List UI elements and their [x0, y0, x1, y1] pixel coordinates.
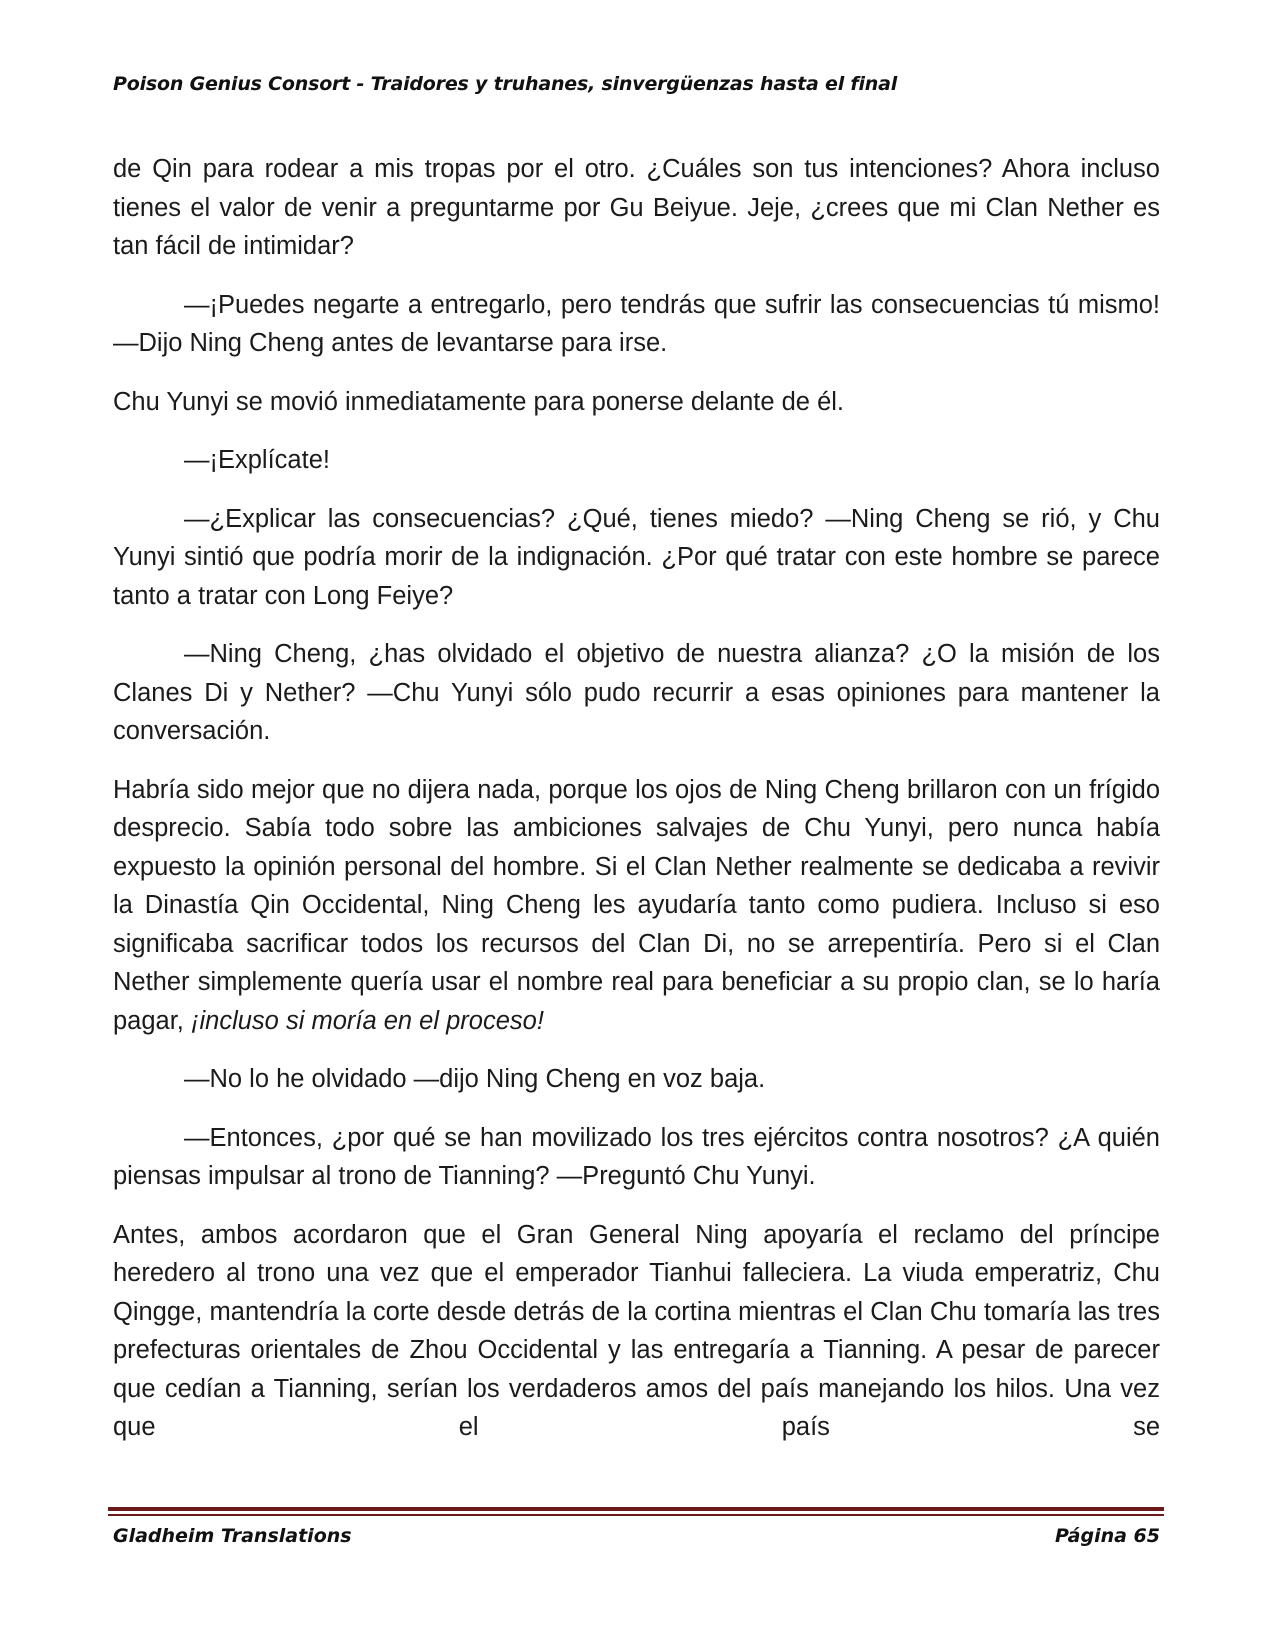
- footer-publisher: Gladheim Translations: [113, 1525, 352, 1547]
- paragraph: —¡Puedes negarte a entregarlo, pero tendrás que sufrir las consecuencias tú mismo! —Dijo Ning Cheng antes de levantarse para irse.: [113, 290, 1160, 357]
- paragraph: [113, 771, 1160, 1041]
- paragraph: —No lo he olvidado —dijo Ning Cheng en voz baja.: [184, 1065, 766, 1093]
- paragraph: Antes, ambos acordaron que el Gran General Ning apoyaría el reclamo del príncipe heredero al trono una vez que el emperador Tianhui falleciera. La viuda emperatriz, Chu Qingge, mantendría la corte desde detrás de la cortina mientras el Clan Chu tomaría las tres prefecturas orientales de Zhou Occidental y las entregaría a Tianning. A pesar de parecer que cedían a Tianning, serían los verdaderos amos del país manejando los hilos. Una vez que el país se: [113, 1220, 1160, 1441]
- running-header: Poison Genius Consort - Traidores y truhanes, sinvergüenzas hasta el final: [113, 73, 898, 95]
- paragraph: de Qin para rodear a mis tropas por el otro. ¿Cuáles son tus intenciones? Ahora incluso tienes el valor de venir a preguntarme por Gu Beiyue. Jeje, ¿crees que mi Clan Nether es tan fácil de intimidar?: [113, 155, 1160, 260]
- footer-rule-thin: [108, 1514, 1164, 1516]
- footer-rule: [108, 1507, 1164, 1511]
- paragraph: —Ning Cheng, ¿has olvidado el objetivo de nuestra alianza? ¿O la misión de los Clanes Di y Nether? —Chu Yunyi sólo pudo recurrir a esas opiniones para mantener la conversación.: [113, 640, 1160, 745]
- paragraph: —Entonces, ¿por qué se han movilizado los tres ejércitos contra nosotros? ¿A quién piensas impulsar al trono de Tianning? —Preguntó Chu Yunyi.: [113, 1123, 1160, 1190]
- emphasized-text: ¡incluso si moría en el proceso!: [191, 1006, 544, 1035]
- paragraph: —¡Explícate!: [184, 446, 330, 474]
- paragraph: —¿Explicar las consecuencias? ¿Qué, tienes miedo? —Ning Cheng se rió, y Chu Yunyi sintió que podría morir de la indignación. ¿Por qué tratar con este hombre se parece tanto a tratar con Long Feiye?: [113, 504, 1160, 610]
- paragraph-text: Habría sido mejor que no dijera nada, porque los ojos de Ning Cheng brillaron con un frígido desprecio. Sabía todo sobre las ambiciones salvajes de Chu Yunyi, pero nunca había expuesto la opinión personal del hombre. Si el Clan Nether realmente se dedicaba a revivir la Dinastía Qin Occidental, Ning Cheng les ayudaría tanto como pudiera. Incluso si eso significaba sacrificar todos los recursos del Clan Di, no se arrepentiría. Pero si el Clan Nether simplemente quería usar el nombre real para beneficiar a su propio clan, se lo haría pagar,: [113, 775, 1160, 1035]
- paragraph: Chu Yunyi se movió inmediatamente para ponerse delante de él.: [113, 387, 844, 416]
- page-number: Página 65: [1054, 1525, 1160, 1547]
- body-text: [113, 150, 1160, 1467]
